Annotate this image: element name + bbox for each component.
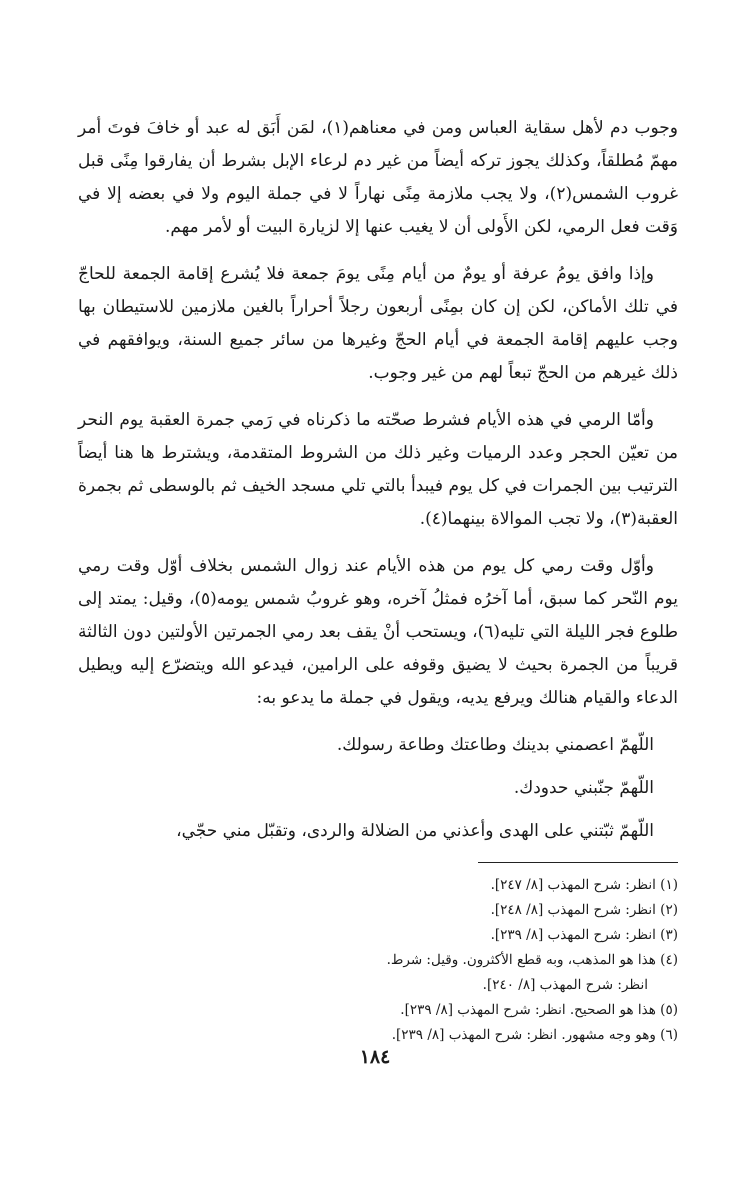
footnote-4: (٤) هذا هو المذهب، وبه قطع الأكثرون. وقيل: شرط. xyxy=(386,952,678,968)
prayer-line-1: اللّهمّ اعصمني بدينك وطاعتك وطاعة رسولك. xyxy=(336,735,654,755)
body-paragraph-2: وإذا وافق يومُ عرفة أو يومٌ من أيام مِنًى يومَ جمعة فلا يُشرع إقامة الجمعة للحاجّ في تلك الأماكن، لكن إن كان بمِنًى أربعون رجلاً أحراراً بالغين ملازمين للاستيطان بها وجب عليهم إقامة الجمعة في أيام الحجّ وغيرها من سائر جميع السنة، ويوافقهم في ذلك غيرهم من الحجّ تبعاً لهم من غير وجوب. xyxy=(78,264,678,383)
footnotes-section xyxy=(78,862,678,1048)
prayer-line-3: اللّهمّ ثبّتني على الهدى وأعذني من الضلالة والردى، وتقبّل مني حجّي، xyxy=(176,821,654,841)
footnote-6: (٦) وهو وجه مشهور. انظر: شرح المهذب [٨/ ٢٣٩]. xyxy=(391,1027,678,1043)
footnote-4-continuation: انظر: شرح المهذب [٨/ ٢٤٠]. xyxy=(482,977,648,993)
page-number: ١٨٤ xyxy=(359,1046,391,1068)
footnote-5: (٥) هذا هو الصحيح. انظر: شرح المهذب [٨/ ٢٣٩]. xyxy=(400,1002,678,1018)
footnote-1: (١) انظر: شرح المهذب [٨/ ٢٤٧]. xyxy=(490,877,678,893)
footnote-3: (٣) انظر: شرح المهذب [٨/ ٢٣٩]. xyxy=(490,927,678,943)
body-paragraph-4: وأوّل وقت رمي كل يوم من هذه الأيام عند زوال الشمس بخلاف أوّل وقت رمي يوم النّحر كما سبق، أما آخرُه فمثلُ آخره، وهو غروبُ شمس يومه(٥)، وقيل: يمتد إلى طلوع فجر الليلة التي تليه(٦)، ويستحب أنْ يقف بعد رمي الجمرتين الأولتين دون الثالثة قريباً من الجمرة بحيث لا يضيق وقوفه على الرامين، فيدعو الله ويتضرّع إليه ويطيل الدعاء والقيام هنالك ويرفع يديه، ويقول في جملة ما يدعو به: xyxy=(78,556,678,708)
page-body xyxy=(78,112,678,1048)
prayer-line-2: اللّهمّ جنّبني حدودك. xyxy=(513,778,654,798)
footnote-divider xyxy=(478,862,678,863)
body-paragraph-1: وجوب دم لأهل سقاية العباس ومن في معناهم(١)، لمَن أَبَق له عبد أو خافَ فوتَ أمر مهمّ مُطلقاً، وكذلك يجوز تركه أيضاً من غير دم لرعاء الإبل بشرط أن يفارقوا مِنًى قبل غروب الشمس(٢)، ولا يجب ملازمة مِنًى نهاراً لا في جملة اليوم ولا في بعضه إلا في وَقت فعل الرمي، لكن الأَولى أن لا يغيب عنها إلا لزيارة البيت أو لأمر مهم. xyxy=(78,118,678,237)
footnote-2: (٢) انظر: شرح المهذب [٨/ ٢٤٨]. xyxy=(490,902,678,918)
body-paragraph-3: وأمّا الرمي في هذه الأيام فشرط صحّته ما ذكرناه في رَمي جمرة العقبة يوم النحر من تعيّن الحجر وعدد الرميات وغير ذلك من الشروط المتقدمة، ويشترط ها هنا أيضاً الترتيب بين الجمرات في كل يوم فيبدأ بالتي تلي مسجد الخيف ثم بالوسطى ثم بجمرة العقبة(٣)، ولا تجب الموالاة بينهما(٤). xyxy=(78,410,678,529)
